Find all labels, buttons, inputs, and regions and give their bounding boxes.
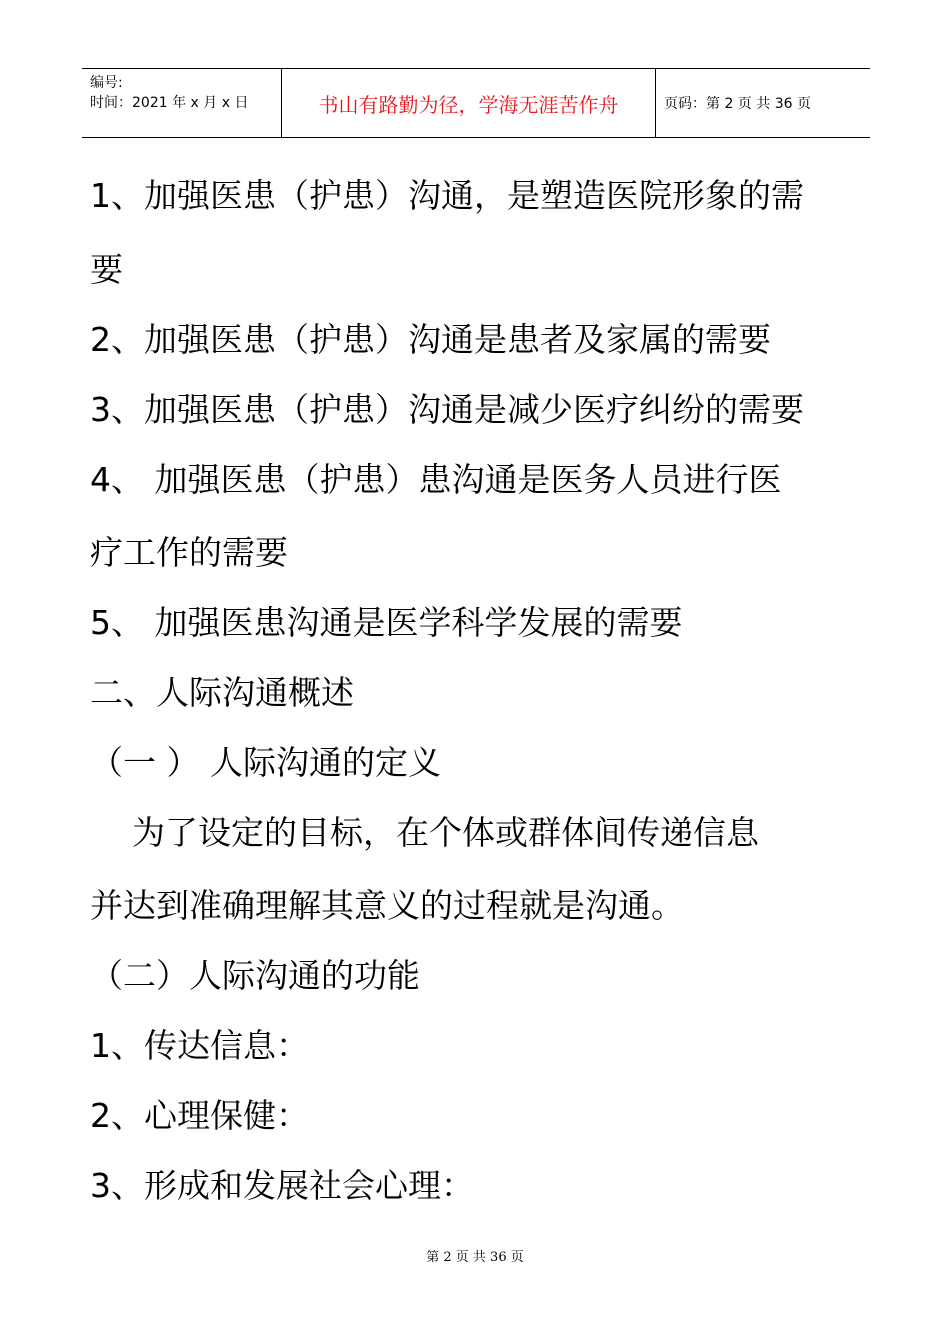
body-line: 要 (90, 250, 123, 289)
body-paragraph: 为了设定的目标，在个体或群体间传递信息 (90, 813, 759, 852)
header-page-info: 页码：第 2 页 共 36 页 (664, 96, 811, 112)
list-item: 1、传达信息： (90, 1026, 309, 1065)
body-line: 3、加强医患（护患）沟通是减少医疗纠纷的需要 (90, 390, 804, 429)
body-line: 4、 加强医患（护患）患沟通是医务人员进行医 (90, 460, 782, 499)
document-time-label: 时间：2021 年 x 月 x 日 (90, 95, 249, 111)
page-footer: 第 2 页 共 36 页 (426, 1250, 524, 1265)
header-motto: 书山有路勤为径，学海无涯苦作舟 (318, 92, 619, 117)
section-heading: 二、人际沟通概述 (90, 673, 354, 712)
body-line: 1、加强医患（护患）沟通，是塑造医院形象的需 (90, 176, 804, 215)
header-divider-right (655, 69, 656, 137)
subsection-heading: （二）人际沟通的功能 (90, 956, 420, 995)
header-meta (90, 73, 248, 113)
subsection-heading: （一 ） 人际沟通的定义 (90, 743, 441, 782)
document-number-label: 编号: (90, 75, 123, 91)
page-header-table (82, 68, 870, 138)
body-paragraph: 并达到准确理解其意义的过程就是沟通。 (90, 886, 684, 925)
body-line: 疗工作的需要 (90, 533, 288, 572)
list-item: 3、形成和发展社会心理： (90, 1166, 474, 1205)
body-line: 2、加强医患（护患）沟通是患者及家属的需要 (90, 320, 771, 359)
list-item: 2、心理保健： (90, 1096, 309, 1135)
body-line: 5、 加强医患沟通是医学科学发展的需要 (90, 603, 683, 642)
